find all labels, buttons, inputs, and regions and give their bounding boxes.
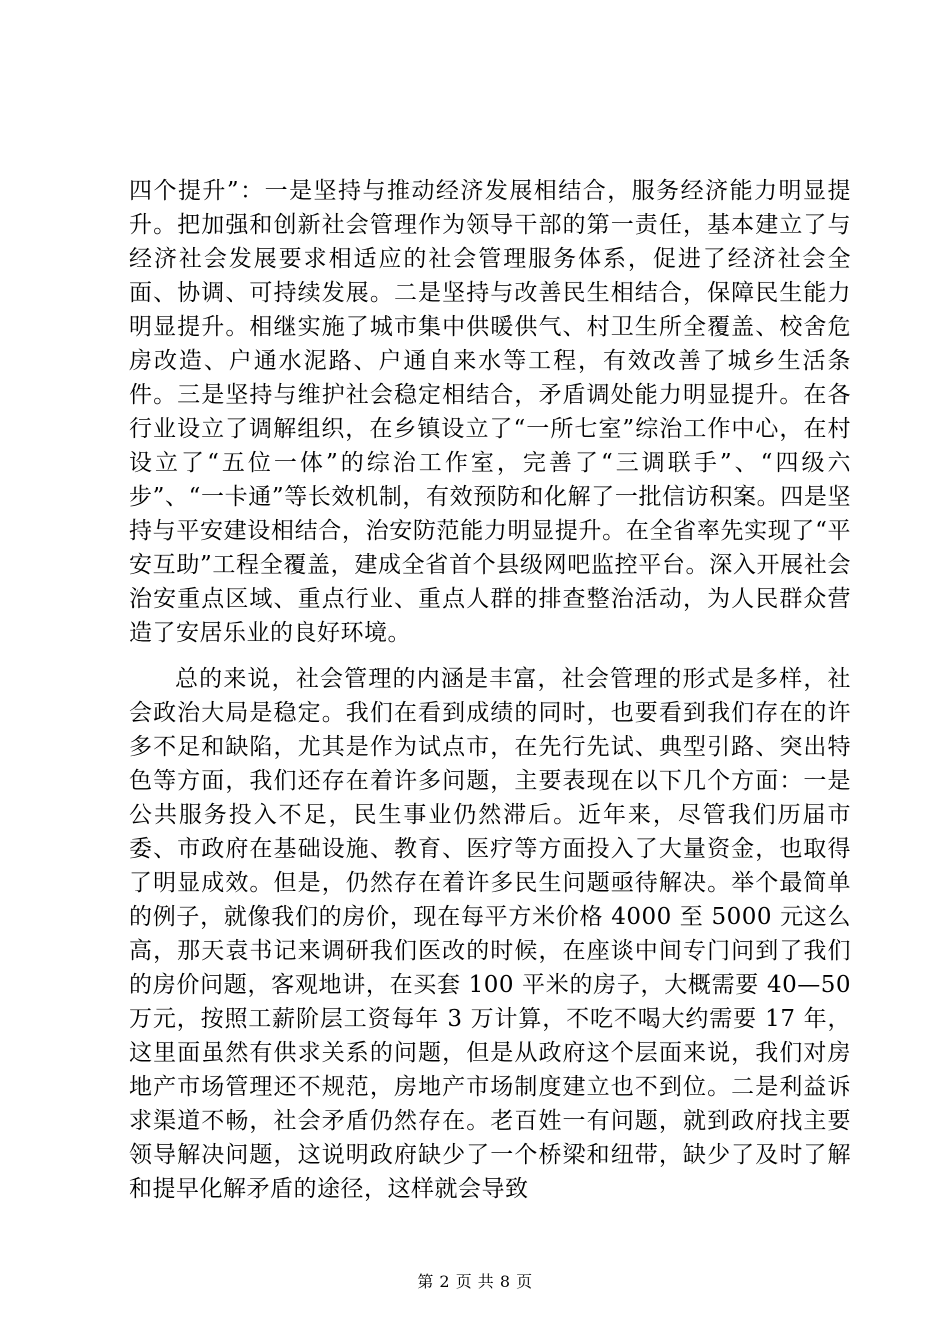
paragraph-1: 四个提升”：一是坚持与推动经济发展相结合，服务经济能力明显提升。把加强和创新社会管理作为领导干部的第一责任，基本建立了与经济社会发展要求相适应的社会管理服务体系，促进了经济社会全面、协调、可持续发展。二是坚持与改善民生相结合，保障民生能力明显提升。相继实施了城市集中供暖供气、村卫生所全覆盖、校舍危房改造、户通水泥路、户通自来水等工程，有效改善了城乡生活条件。三是坚持与维护社会稳定相结合，矛盾调处能力明显提升。在各行业设立了调解组织，在乡镇设立了“一所七室”综治工作中心，在村设立了“五位一体”的综治工作室，完善了“三调联手”、“四级六步”、“一卡通”等长效机制，有效预防和化解了一批信访积案。四是坚持与平安建设相结合，治安防范能力明显提升。在全省率先实现了“平安互助”工程全覆盖，建成全省首个县级网吧监控平台。深入开展社会治安重点区域、重点行业、重点人群的排查整治活动，为人民群众营造了安居乐业的良好环境。 — [129, 178, 851, 646]
paragraph-2: 总的来说，社会管理的内涵是丰富，社会管理的形式是多样，社会政治大局是稳定。我们在看到成绩的同时，也要看到我们存在的许多不足和缺陷，尤其是作为试点市，在先行先试、典型引路、突出特色等方面，我们还存在着许多问题，主要表现在以下几个方面：一是公共服务投入不足，民生事业仍然滞后。近年来，尽管我们历届市委、市政府在基础设施、教育、医疗等方面投入了大量资金，也取得了明显成效。但是，仍然存在着许多民生问题亟待解决。举个最简单的例子，就像我们的房价，现在每平方米价格 4000 至 5000 元这么高，那天袁书记来调研我们医改的时候，在座谈中间专门问到了我们的房价问题，客观地讲，在买套 100 平米的房子，大概需要 40—50 万元，按照工薪阶层工资每年 3 万计算，不吃不喝大约需要 17 年，这里面虽然有供求关系的问题，但是从政府这个层面来说，我们对房地产市场管理还不规范，房地产市场制度建立也不到位。二是利益诉求渠道不畅，社会矛盾仍然存在。老百姓一有问题，就到政府找主要领导解决问题，这说明政府缺少了一个桥梁和纽带，缺少了及时了解和提早化解矛盾的途径，这样就会导致 — [129, 666, 851, 1202]
page-footer: 第 2 页 共 8 页 — [417, 1272, 533, 1291]
